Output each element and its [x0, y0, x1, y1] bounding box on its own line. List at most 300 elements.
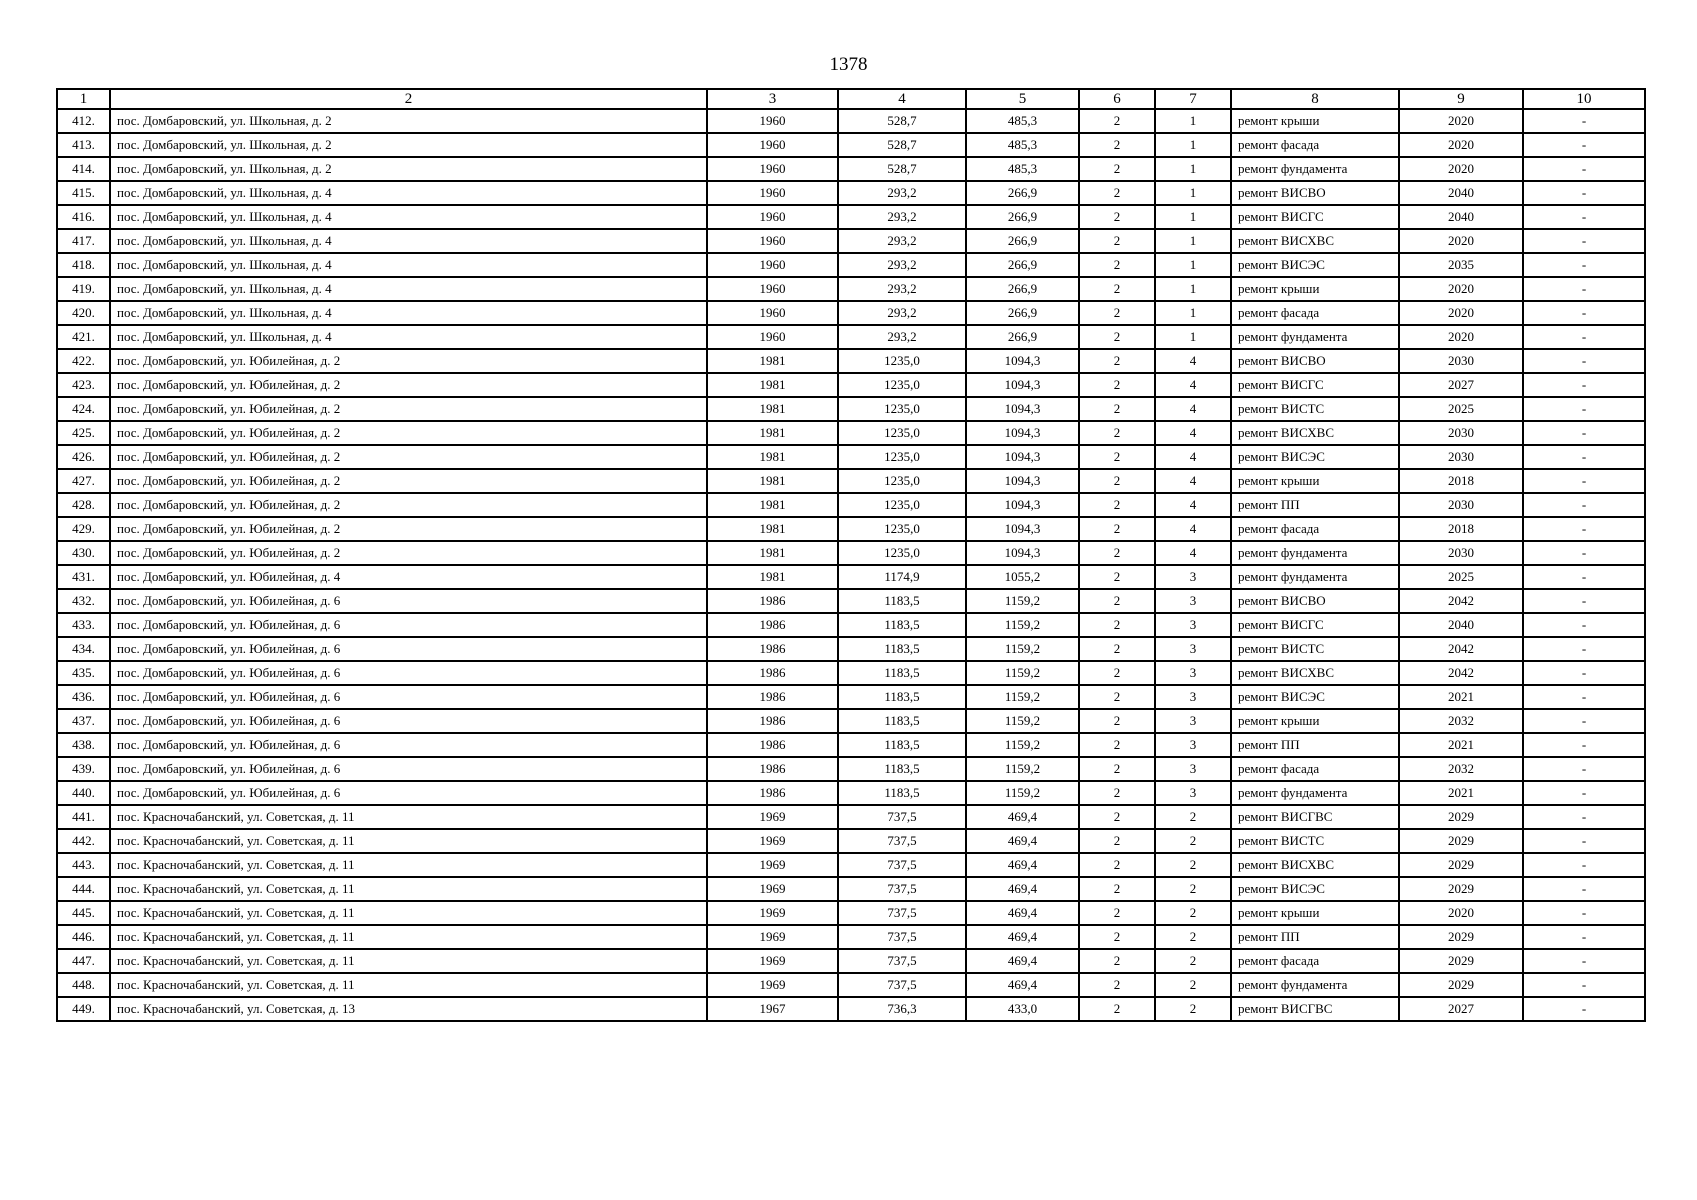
cell-row-number: 432.	[57, 589, 110, 613]
cell-row-number: 434.	[57, 637, 110, 661]
cell-note: -	[1523, 445, 1645, 469]
cell-total-area: 737,5	[838, 877, 966, 901]
cell-address: пос. Домбаровский, ул. Юбилейная, д. 2	[110, 397, 707, 421]
table-row	[57, 781, 1645, 805]
cell-year-built: 1969	[707, 949, 838, 973]
cell-entrances: 3	[1155, 757, 1231, 781]
cell-note: -	[1523, 301, 1645, 325]
table-row	[57, 349, 1645, 373]
cell-year-built: 1969	[707, 805, 838, 829]
cell-planned-year: 2027	[1399, 997, 1523, 1021]
table-row	[57, 565, 1645, 589]
table-row	[57, 373, 1645, 397]
cell-year-built: 1986	[707, 733, 838, 757]
cell-note: -	[1523, 253, 1645, 277]
cell-floors: 2	[1079, 541, 1155, 565]
cell-entrances: 4	[1155, 349, 1231, 373]
cell-floors: 2	[1079, 997, 1155, 1021]
cell-entrances: 4	[1155, 493, 1231, 517]
cell-note: -	[1523, 997, 1645, 1021]
cell-work-type: ремонт фундамента	[1231, 325, 1399, 349]
cell-address: пос. Красночабанский, ул. Советская, д. 11	[110, 949, 707, 973]
cell-total-area: 293,2	[838, 229, 966, 253]
cell-floors: 2	[1079, 637, 1155, 661]
cell-living-area: 266,9	[966, 181, 1079, 205]
cell-floors: 2	[1079, 301, 1155, 325]
cell-living-area: 469,4	[966, 805, 1079, 829]
cell-floors: 2	[1079, 205, 1155, 229]
cell-living-area: 433,0	[966, 997, 1079, 1021]
cell-floors: 2	[1079, 589, 1155, 613]
cell-total-area: 293,2	[838, 301, 966, 325]
cell-total-area: 737,5	[838, 805, 966, 829]
cell-floors: 2	[1079, 325, 1155, 349]
cell-planned-year: 2032	[1399, 709, 1523, 733]
cell-living-area: 469,4	[966, 901, 1079, 925]
cell-planned-year: 2018	[1399, 517, 1523, 541]
cell-work-type: ремонт фасада	[1231, 949, 1399, 973]
cell-living-area: 1094,3	[966, 541, 1079, 565]
cell-floors: 2	[1079, 901, 1155, 925]
cell-floors: 2	[1079, 373, 1155, 397]
cell-planned-year: 2020	[1399, 325, 1523, 349]
cell-address: пос. Домбаровский, ул. Юбилейная, д. 6	[110, 781, 707, 805]
cell-address: пос. Домбаровский, ул. Юбилейная, д. 2	[110, 421, 707, 445]
table-row	[57, 397, 1645, 421]
cell-work-type: ремонт ВИСЭС	[1231, 445, 1399, 469]
cell-address: пос. Домбаровский, ул. Юбилейная, д. 4	[110, 565, 707, 589]
cell-entrances: 2	[1155, 997, 1231, 1021]
cell-year-built: 1969	[707, 925, 838, 949]
cell-work-type: ремонт крыши	[1231, 901, 1399, 925]
cell-entrances: 2	[1155, 877, 1231, 901]
cell-total-area: 1235,0	[838, 493, 966, 517]
table-body	[57, 109, 1645, 1021]
cell-total-area: 293,2	[838, 205, 966, 229]
cell-entrances: 1	[1155, 181, 1231, 205]
cell-entrances: 2	[1155, 805, 1231, 829]
cell-planned-year: 2030	[1399, 349, 1523, 373]
table-row	[57, 421, 1645, 445]
cell-work-type: ремонт ВИСТС	[1231, 397, 1399, 421]
cell-total-area: 1183,5	[838, 685, 966, 709]
cell-address: пос. Домбаровский, ул. Школьная, д. 4	[110, 301, 707, 325]
table-row	[57, 133, 1645, 157]
cell-floors: 2	[1079, 877, 1155, 901]
cell-work-type: ремонт ВИСХВС	[1231, 229, 1399, 253]
cell-year-built: 1969	[707, 853, 838, 877]
cell-address: пос. Домбаровский, ул. Школьная, д. 2	[110, 157, 707, 181]
table-row	[57, 877, 1645, 901]
cell-row-number: 423.	[57, 373, 110, 397]
cell-year-built: 1960	[707, 253, 838, 277]
cell-living-area: 266,9	[966, 301, 1079, 325]
cell-total-area: 736,3	[838, 997, 966, 1021]
cell-year-built: 1960	[707, 181, 838, 205]
cell-entrances: 2	[1155, 973, 1231, 997]
cell-floors: 2	[1079, 925, 1155, 949]
cell-planned-year: 2020	[1399, 109, 1523, 133]
cell-living-area: 1159,2	[966, 589, 1079, 613]
cell-note: -	[1523, 397, 1645, 421]
cell-row-number: 438.	[57, 733, 110, 757]
cell-year-built: 1986	[707, 757, 838, 781]
cell-planned-year: 2042	[1399, 661, 1523, 685]
cell-year-built: 1960	[707, 133, 838, 157]
cell-floors: 2	[1079, 949, 1155, 973]
cell-living-area: 266,9	[966, 205, 1079, 229]
cell-address: пос. Красночабанский, ул. Советская, д. 11	[110, 925, 707, 949]
cell-address: пос. Красночабанский, ул. Советская, д. 11	[110, 829, 707, 853]
cell-planned-year: 2029	[1399, 973, 1523, 997]
cell-row-number: 428.	[57, 493, 110, 517]
cell-floors: 2	[1079, 733, 1155, 757]
cell-entrances: 4	[1155, 373, 1231, 397]
cell-total-area: 737,5	[838, 853, 966, 877]
cell-entrances: 4	[1155, 517, 1231, 541]
cell-planned-year: 2018	[1399, 469, 1523, 493]
cell-work-type: ремонт фундамента	[1231, 973, 1399, 997]
cell-entrances: 3	[1155, 565, 1231, 589]
cell-address: пос. Красночабанский, ул. Советская, д. 11	[110, 877, 707, 901]
cell-note: -	[1523, 517, 1645, 541]
cell-entrances: 1	[1155, 277, 1231, 301]
cell-work-type: ремонт ВИСТС	[1231, 637, 1399, 661]
cell-total-area: 1235,0	[838, 445, 966, 469]
cell-row-number: 425.	[57, 421, 110, 445]
cell-note: -	[1523, 781, 1645, 805]
cell-note: -	[1523, 685, 1645, 709]
cell-address: пос. Домбаровский, ул. Школьная, д. 4	[110, 325, 707, 349]
cell-living-area: 1159,2	[966, 781, 1079, 805]
cell-planned-year: 2021	[1399, 685, 1523, 709]
cell-entrances: 1	[1155, 301, 1231, 325]
column-header: 7	[1155, 89, 1231, 109]
cell-total-area: 1183,5	[838, 709, 966, 733]
cell-year-built: 1986	[707, 613, 838, 637]
cell-planned-year: 2020	[1399, 277, 1523, 301]
header-row	[57, 89, 1645, 109]
cell-year-built: 1981	[707, 373, 838, 397]
cell-work-type: ремонт ВИСХВС	[1231, 853, 1399, 877]
cell-address: пос. Домбаровский, ул. Юбилейная, д. 2	[110, 373, 707, 397]
cell-row-number: 413.	[57, 133, 110, 157]
column-header: 4	[838, 89, 966, 109]
cell-planned-year: 2021	[1399, 733, 1523, 757]
cell-living-area: 1159,2	[966, 637, 1079, 661]
cell-floors: 2	[1079, 277, 1155, 301]
cell-address: пос. Домбаровский, ул. Школьная, д. 4	[110, 205, 707, 229]
cell-work-type: ремонт крыши	[1231, 109, 1399, 133]
cell-total-area: 1183,5	[838, 781, 966, 805]
cell-planned-year: 2040	[1399, 613, 1523, 637]
cell-row-number: 418.	[57, 253, 110, 277]
cell-total-area: 1183,5	[838, 733, 966, 757]
cell-row-number: 440.	[57, 781, 110, 805]
cell-note: -	[1523, 109, 1645, 133]
cell-work-type: ремонт крыши	[1231, 277, 1399, 301]
cell-note: -	[1523, 853, 1645, 877]
cell-total-area: 1183,5	[838, 589, 966, 613]
cell-note: -	[1523, 829, 1645, 853]
cell-address: пос. Домбаровский, ул. Юбилейная, д. 6	[110, 637, 707, 661]
column-header: 5	[966, 89, 1079, 109]
cell-address: пос. Красночабанский, ул. Советская, д. 11	[110, 901, 707, 925]
cell-entrances: 2	[1155, 901, 1231, 925]
cell-total-area: 1183,5	[838, 613, 966, 637]
cell-entrances: 2	[1155, 949, 1231, 973]
cell-address: пос. Домбаровский, ул. Юбилейная, д. 6	[110, 757, 707, 781]
cell-planned-year: 2020	[1399, 901, 1523, 925]
table-row	[57, 253, 1645, 277]
cell-planned-year: 2040	[1399, 181, 1523, 205]
cell-living-area: 1094,3	[966, 373, 1079, 397]
cell-year-built: 1981	[707, 421, 838, 445]
cell-floors: 2	[1079, 445, 1155, 469]
cell-living-area: 469,4	[966, 925, 1079, 949]
cell-total-area: 293,2	[838, 181, 966, 205]
cell-note: -	[1523, 493, 1645, 517]
cell-total-area: 737,5	[838, 901, 966, 925]
column-header: 3	[707, 89, 838, 109]
cell-planned-year: 2030	[1399, 493, 1523, 517]
table-row	[57, 829, 1645, 853]
cell-row-number: 417.	[57, 229, 110, 253]
cell-entrances: 3	[1155, 733, 1231, 757]
table-row	[57, 541, 1645, 565]
cell-row-number: 445.	[57, 901, 110, 925]
cell-entrances: 1	[1155, 109, 1231, 133]
cell-work-type: ремонт крыши	[1231, 469, 1399, 493]
cell-entrances: 1	[1155, 133, 1231, 157]
column-header: 2	[110, 89, 707, 109]
cell-year-built: 1981	[707, 493, 838, 517]
cell-planned-year: 2030	[1399, 541, 1523, 565]
cell-living-area: 1094,3	[966, 349, 1079, 373]
cell-planned-year: 2020	[1399, 157, 1523, 181]
cell-planned-year: 2042	[1399, 589, 1523, 613]
cell-planned-year: 2029	[1399, 877, 1523, 901]
cell-total-area: 1183,5	[838, 757, 966, 781]
cell-living-area: 1159,2	[966, 685, 1079, 709]
cell-work-type: ремонт ВИСГВС	[1231, 805, 1399, 829]
table-row	[57, 757, 1645, 781]
cell-address: пос. Домбаровский, ул. Школьная, д. 4	[110, 253, 707, 277]
cell-address: пос. Домбаровский, ул. Юбилейная, д. 6	[110, 661, 707, 685]
cell-floors: 2	[1079, 853, 1155, 877]
table-row	[57, 157, 1645, 181]
cell-note: -	[1523, 565, 1645, 589]
cell-year-built: 1981	[707, 517, 838, 541]
cell-living-area: 469,4	[966, 877, 1079, 901]
cell-entrances: 4	[1155, 445, 1231, 469]
cell-total-area: 737,5	[838, 973, 966, 997]
table-row	[57, 805, 1645, 829]
cell-address: пос. Красночабанский, ул. Советская, д. 11	[110, 805, 707, 829]
cell-row-number: 439.	[57, 757, 110, 781]
cell-total-area: 1235,0	[838, 373, 966, 397]
cell-living-area: 1094,3	[966, 421, 1079, 445]
cell-address: пос. Домбаровский, ул. Юбилейная, д. 6	[110, 733, 707, 757]
cell-row-number: 443.	[57, 853, 110, 877]
cell-row-number: 419.	[57, 277, 110, 301]
cell-floors: 2	[1079, 469, 1155, 493]
cell-planned-year: 2042	[1399, 637, 1523, 661]
cell-floors: 2	[1079, 829, 1155, 853]
cell-total-area: 1183,5	[838, 637, 966, 661]
cell-address: пос. Домбаровский, ул. Юбилейная, д. 2	[110, 493, 707, 517]
cell-row-number: 412.	[57, 109, 110, 133]
cell-planned-year: 2025	[1399, 565, 1523, 589]
cell-note: -	[1523, 349, 1645, 373]
column-header: 6	[1079, 89, 1155, 109]
cell-address: пос. Домбаровский, ул. Юбилейная, д. 2	[110, 469, 707, 493]
cell-work-type: ремонт ПП	[1231, 733, 1399, 757]
cell-row-number: 431.	[57, 565, 110, 589]
cell-address: пос. Домбаровский, ул. Юбилейная, д. 6	[110, 709, 707, 733]
cell-row-number: 415.	[57, 181, 110, 205]
cell-planned-year: 2025	[1399, 397, 1523, 421]
cell-floors: 2	[1079, 613, 1155, 637]
cell-year-built: 1960	[707, 229, 838, 253]
cell-row-number: 446.	[57, 925, 110, 949]
cell-total-area: 737,5	[838, 925, 966, 949]
table-row	[57, 109, 1645, 133]
cell-work-type: ремонт ВИСГВС	[1231, 997, 1399, 1021]
cell-living-area: 1159,2	[966, 733, 1079, 757]
table-row	[57, 613, 1645, 637]
cell-planned-year: 2029	[1399, 829, 1523, 853]
cell-work-type: ремонт ВИСВО	[1231, 349, 1399, 373]
cell-year-built: 1981	[707, 349, 838, 373]
cell-row-number: 422.	[57, 349, 110, 373]
cell-note: -	[1523, 229, 1645, 253]
cell-living-area: 485,3	[966, 133, 1079, 157]
cell-floors: 2	[1079, 781, 1155, 805]
cell-row-number: 426.	[57, 445, 110, 469]
cell-entrances: 3	[1155, 709, 1231, 733]
cell-living-area: 1094,3	[966, 493, 1079, 517]
cell-address: пос. Домбаровский, ул. Школьная, д. 4	[110, 229, 707, 253]
cell-note: -	[1523, 613, 1645, 637]
cell-year-built: 1960	[707, 205, 838, 229]
table-row	[57, 949, 1645, 973]
cell-planned-year: 2032	[1399, 757, 1523, 781]
cell-planned-year: 2030	[1399, 445, 1523, 469]
cell-row-number: 435.	[57, 661, 110, 685]
cell-entrances: 4	[1155, 541, 1231, 565]
table-row	[57, 277, 1645, 301]
cell-address: пос. Домбаровский, ул. Школьная, д. 2	[110, 133, 707, 157]
cell-floors: 2	[1079, 253, 1155, 277]
cell-address: пос. Домбаровский, ул. Юбилейная, д. 2	[110, 349, 707, 373]
cell-living-area: 1094,3	[966, 517, 1079, 541]
cell-note: -	[1523, 901, 1645, 925]
cell-living-area: 1159,2	[966, 709, 1079, 733]
cell-total-area: 293,2	[838, 325, 966, 349]
cell-entrances: 1	[1155, 157, 1231, 181]
cell-address: пос. Домбаровский, ул. Юбилейная, д. 2	[110, 445, 707, 469]
cell-entrances: 4	[1155, 421, 1231, 445]
cell-work-type: ремонт ВИСХВС	[1231, 661, 1399, 685]
cell-note: -	[1523, 541, 1645, 565]
cell-row-number: 442.	[57, 829, 110, 853]
cell-planned-year: 2030	[1399, 421, 1523, 445]
cell-row-number: 421.	[57, 325, 110, 349]
cell-year-built: 1981	[707, 445, 838, 469]
cell-total-area: 737,5	[838, 829, 966, 853]
cell-note: -	[1523, 661, 1645, 685]
cell-entrances: 3	[1155, 685, 1231, 709]
cell-year-built: 1960	[707, 109, 838, 133]
cell-year-built: 1981	[707, 469, 838, 493]
cell-entrances: 3	[1155, 637, 1231, 661]
cell-work-type: ремонт ВИСЭС	[1231, 253, 1399, 277]
cell-note: -	[1523, 973, 1645, 997]
cell-floors: 2	[1079, 973, 1155, 997]
cell-living-area: 469,4	[966, 853, 1079, 877]
cell-year-built: 1960	[707, 277, 838, 301]
table-row	[57, 229, 1645, 253]
table-row	[57, 445, 1645, 469]
cell-living-area: 266,9	[966, 325, 1079, 349]
cell-note: -	[1523, 637, 1645, 661]
table-row	[57, 661, 1645, 685]
cell-address: пос. Домбаровский, ул. Юбилейная, д. 2	[110, 517, 707, 541]
table-row	[57, 493, 1645, 517]
table-row	[57, 853, 1645, 877]
cell-row-number: 420.	[57, 301, 110, 325]
cell-address: пос. Красночабанский, ул. Советская, д. 13	[110, 997, 707, 1021]
cell-entrances: 1	[1155, 253, 1231, 277]
cell-living-area: 266,9	[966, 277, 1079, 301]
cell-year-built: 1986	[707, 685, 838, 709]
cell-row-number: 447.	[57, 949, 110, 973]
cell-entrances: 3	[1155, 781, 1231, 805]
cell-year-built: 1969	[707, 877, 838, 901]
cell-address: пос. Домбаровский, ул. Юбилейная, д. 2	[110, 541, 707, 565]
cell-living-area: 485,3	[966, 157, 1079, 181]
cell-note: -	[1523, 925, 1645, 949]
cell-work-type: ремонт крыши	[1231, 709, 1399, 733]
cell-planned-year: 2029	[1399, 949, 1523, 973]
cell-work-type: ремонт ВИСЭС	[1231, 877, 1399, 901]
table-row	[57, 685, 1645, 709]
cell-entrances: 3	[1155, 589, 1231, 613]
cell-planned-year: 2020	[1399, 301, 1523, 325]
cell-year-built: 1967	[707, 997, 838, 1021]
cell-work-type: ремонт фундамента	[1231, 781, 1399, 805]
cell-work-type: ремонт ВИСГС	[1231, 613, 1399, 637]
page-number: 1378	[829, 54, 868, 75]
cell-living-area: 266,9	[966, 229, 1079, 253]
cell-floors: 2	[1079, 757, 1155, 781]
cell-living-area: 1159,2	[966, 661, 1079, 685]
cell-entrances: 3	[1155, 613, 1231, 637]
cell-note: -	[1523, 469, 1645, 493]
cell-row-number: 448.	[57, 973, 110, 997]
cell-planned-year: 2027	[1399, 373, 1523, 397]
cell-year-built: 1981	[707, 541, 838, 565]
cell-address: пос. Домбаровский, ул. Школьная, д. 2	[110, 109, 707, 133]
cell-planned-year: 2021	[1399, 781, 1523, 805]
cell-living-area: 1159,2	[966, 613, 1079, 637]
cell-living-area: 1055,2	[966, 565, 1079, 589]
cell-row-number: 436.	[57, 685, 110, 709]
table-row	[57, 517, 1645, 541]
cell-year-built: 1981	[707, 565, 838, 589]
cell-living-area: 1094,3	[966, 445, 1079, 469]
